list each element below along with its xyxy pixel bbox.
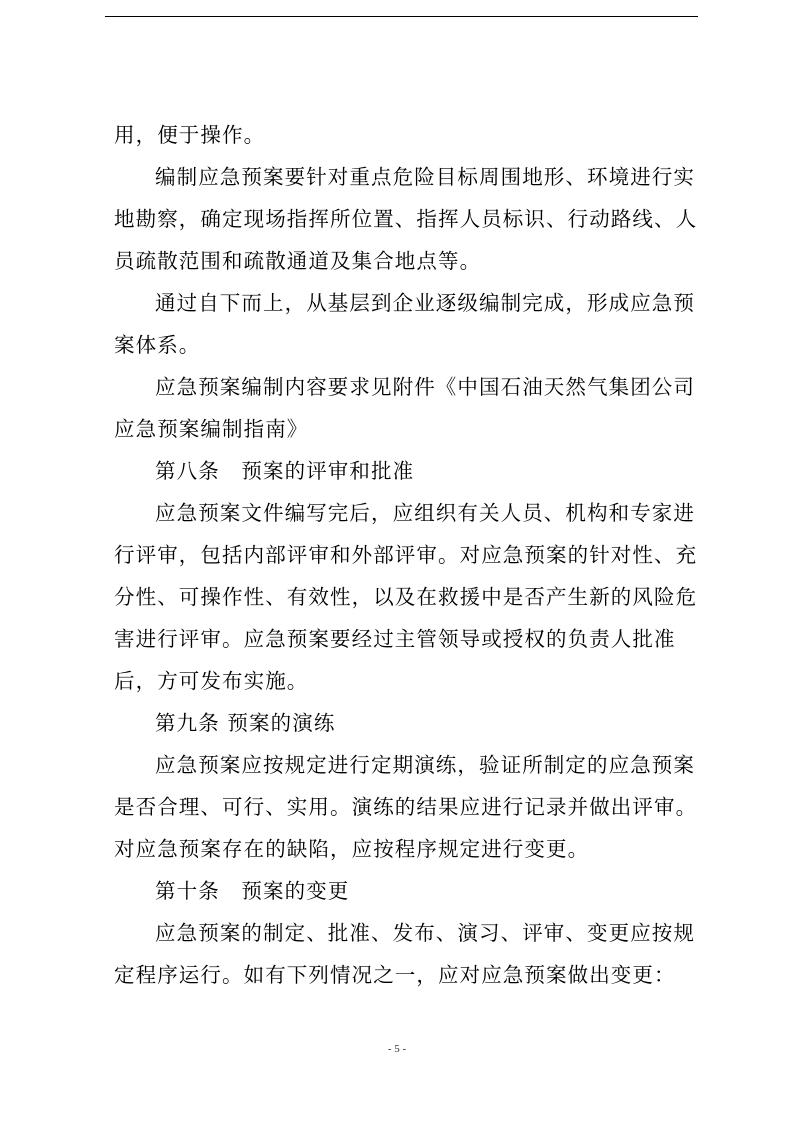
text-line: 害进行评审。应急预案要经过主管领导或授权的负责人批准 <box>114 627 676 651</box>
text-line: 第十条 预案的变更 <box>155 879 350 903</box>
text-line: 是否合理、可行、实用。演练的结果应进行记录并做出评审。 <box>114 795 698 819</box>
text-line: 应急预案应按规定进行定期演练，验证所制定的应急预案 <box>155 753 695 777</box>
header-rule <box>105 16 698 17</box>
text-line: 员疏散范围和疏散通道及集合地点等。 <box>114 249 482 273</box>
text-line: 应急预案编制内容要求见附件《中国石油天然气集团公司 <box>155 375 695 399</box>
text-line: 定程序运行。如有下列情况之一，应对应急预案做出变更： <box>114 963 676 987</box>
page-number: - 5 - <box>387 1043 407 1055</box>
text-line: 行评审，包括内部评审和外部评审。对应急预案的针对性、充 <box>114 543 698 567</box>
text-line: 通过自下而上，从基层到企业逐级编制完成，形成应急预 <box>155 291 695 315</box>
text-line: 应急预案文件编写完后，应组织有关人员、机构和专家进 <box>155 501 695 525</box>
text-line: 第八条 预案的评审和批准 <box>155 459 415 483</box>
text-line: 后，方可发布实施。 <box>114 669 309 693</box>
text-line: 第九条 预案的演练 <box>155 711 336 735</box>
text-line: 分性、可操作性、有效性，以及在救援中是否产生新的风险危 <box>114 585 698 609</box>
text-line: 对应急预案存在的缺陷，应按程序规定进行变更。 <box>114 837 590 861</box>
text-line: 编制应急预案要针对重点危险目标周围地形、环境进行实 <box>155 165 695 189</box>
text-line: 用，便于操作。 <box>114 123 266 147</box>
text-line: 地勘察，确定现场指挥所位置、指挥人员标识、行动路线、人 <box>114 207 698 231</box>
text-line: 应急预案的制定、批准、发布、演习、评审、变更应按规 <box>155 921 695 945</box>
text-line: 案体系。 <box>114 333 201 357</box>
text-line: 应急预案编制指南》 <box>114 417 309 441</box>
